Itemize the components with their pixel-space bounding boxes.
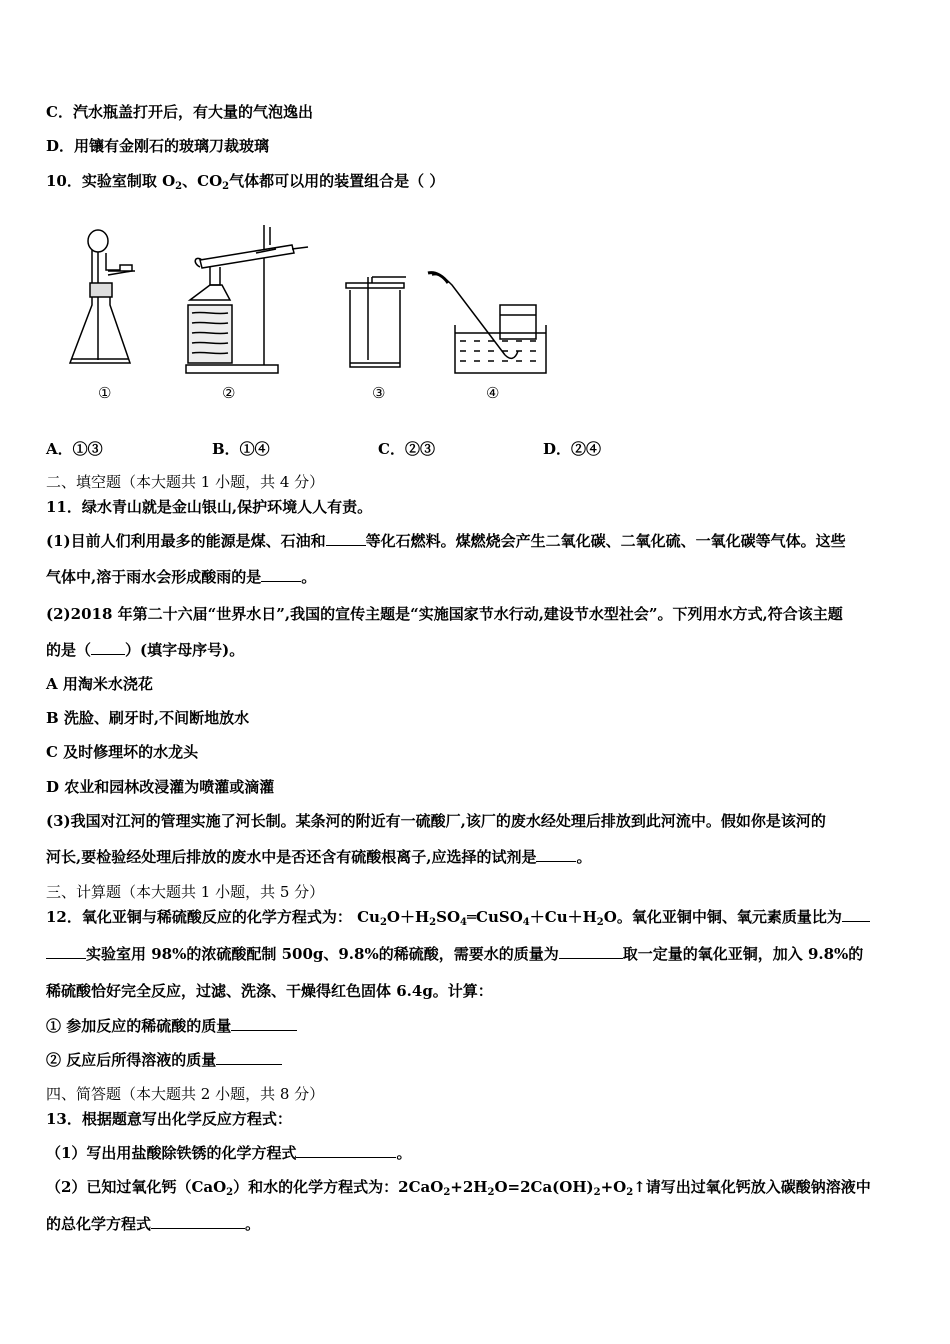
answer-blank[interactable] [296, 1144, 396, 1158]
apparatus-4-water-trough [428, 273, 546, 373]
q10-option-c: C．②③ [378, 440, 435, 458]
q11-part3-line2: 河长,要检验经处理后排放的废水中是否还含有硫酸根离子,应选择的试剂是 。 [46, 848, 592, 866]
q11-choice-a: A 用淘米水浇花 [46, 675, 153, 693]
answer-blank[interactable] [536, 848, 576, 862]
q11-choice-b: B 洗脸、刷牙时,不间断地放水 [46, 709, 250, 727]
q11-part3-line1: (3)我国对江河的管理实施了河长制。某条河的附近有一硫酸厂,该厂的废水经处理后排放到此河流中。假如你是该河的 [46, 812, 826, 830]
q12-calc-1: ① 参加反应的稀硫酸的质量 [46, 1016, 297, 1036]
figure-label-2: ② [222, 384, 236, 402]
q11-choice-c: C 及时修理坏的水龙头 [46, 743, 199, 761]
q12-line1: 12．氧化亚铜与稀硫酸反应的化学方程式为： $Cu_2O+H_2SO_4═CuSO_4+Cu+H_2O$。氧化亚铜中铜、氧元素质量比为 [46, 907, 870, 927]
q10-stem: 10．实验室制取 $O_2$、$CO_2$气体都可以用的装置组合是（ ） [46, 172, 445, 192]
q9-option-c: C．汽水瓶盖打开后，有大量的气泡逸出 [46, 103, 313, 121]
answer-blank[interactable] [91, 641, 125, 655]
answer-blank[interactable] [261, 568, 301, 582]
apparatus-1-flask-funnel [70, 230, 135, 363]
apparatus-figure [60, 215, 560, 380]
q11-part2-line2: 的是（ ）(填字母序号)。 [46, 641, 245, 659]
q12-line3: 稀硫酸恰好完全反应，过滤、洗涤、干燥得红色固体 6.4g。计算： [46, 982, 493, 1000]
section-4-title: 四、简答题（本大题共 2 小题，共 8 分） [46, 1085, 325, 1103]
q11-stem: 11．绿水青山就是金山银山,保护环境人人有责。 [46, 498, 373, 516]
answer-blank[interactable] [46, 945, 86, 959]
q10-option-b: B．①④ [212, 440, 270, 458]
answer-blank[interactable] [326, 532, 366, 546]
q13-sub1: （1）写出用盐酸除铁锈的化学方程式 。 [46, 1144, 412, 1162]
answer-blank[interactable] [216, 1051, 282, 1065]
answer-blank[interactable] [231, 1017, 297, 1031]
section-3-title: 三、计算题（本大题共 1 小题，共 5 分） [46, 883, 325, 901]
q9-option-d: D．用镶有金刚石的玻璃刀裁玻璃 [46, 137, 270, 155]
figure-label-4: ④ [486, 384, 500, 402]
q10-option-d: D．②④ [543, 440, 602, 458]
answer-blank[interactable] [842, 908, 870, 922]
figure-label-3: ③ [372, 384, 386, 402]
q12-calc-2: ② 反应后所得溶液的质量 [46, 1050, 282, 1070]
answer-blank[interactable] [559, 945, 623, 959]
q11-part2-line1: (2)2018 年第二十六届“世界水日”,我国的宣传主题是“实施国家节水行动,建设节水型社会”。下列用水方式,符合该主题 [46, 605, 843, 623]
answer-blank[interactable] [151, 1215, 245, 1229]
apparatus-3-gas-bottle [346, 277, 406, 367]
q11-part1-line2: 气体中,溶于雨水会形成酸雨的是 。 [46, 568, 317, 586]
q11-part1-line1: (1)目前人们利用最多的能源是煤、石油和 等化石燃料。煤燃烧会产生二氧化碳、二氧化硫、一氧化碳等气体。这些 [46, 532, 846, 550]
q12-line2: 实验室用 98%的浓硫酸配制 500g、9.8%的稀硫酸，需要水的质量为 取一定量的氧化亚铜，加入 9.8%的 [46, 944, 863, 964]
q13-sub2-line2: 的总化学方程式 。 [46, 1215, 261, 1233]
q11-choice-d: D 农业和园林改浸灌为喷灌或滴灌 [46, 778, 275, 796]
section-2-title: 二、填空题（本大题共 1 小题，共 4 分） [46, 473, 325, 491]
q13-sub2-line1: （2）已知过氧化钙（CaO$_2$）和水的化学方程式为：$2CaO_2+2H_2O=2Ca(OH)_2+O_2↑$请写出过氧化钙放入碳酸钠溶液中 [46, 1178, 871, 1198]
q13-stem: 13．根据题意写出化学反应方程式： [46, 1110, 292, 1128]
q10-option-a: A．①③ [46, 440, 103, 458]
figure-label-1: ① [98, 384, 112, 402]
apparatus-2-heating-stand [186, 225, 308, 373]
